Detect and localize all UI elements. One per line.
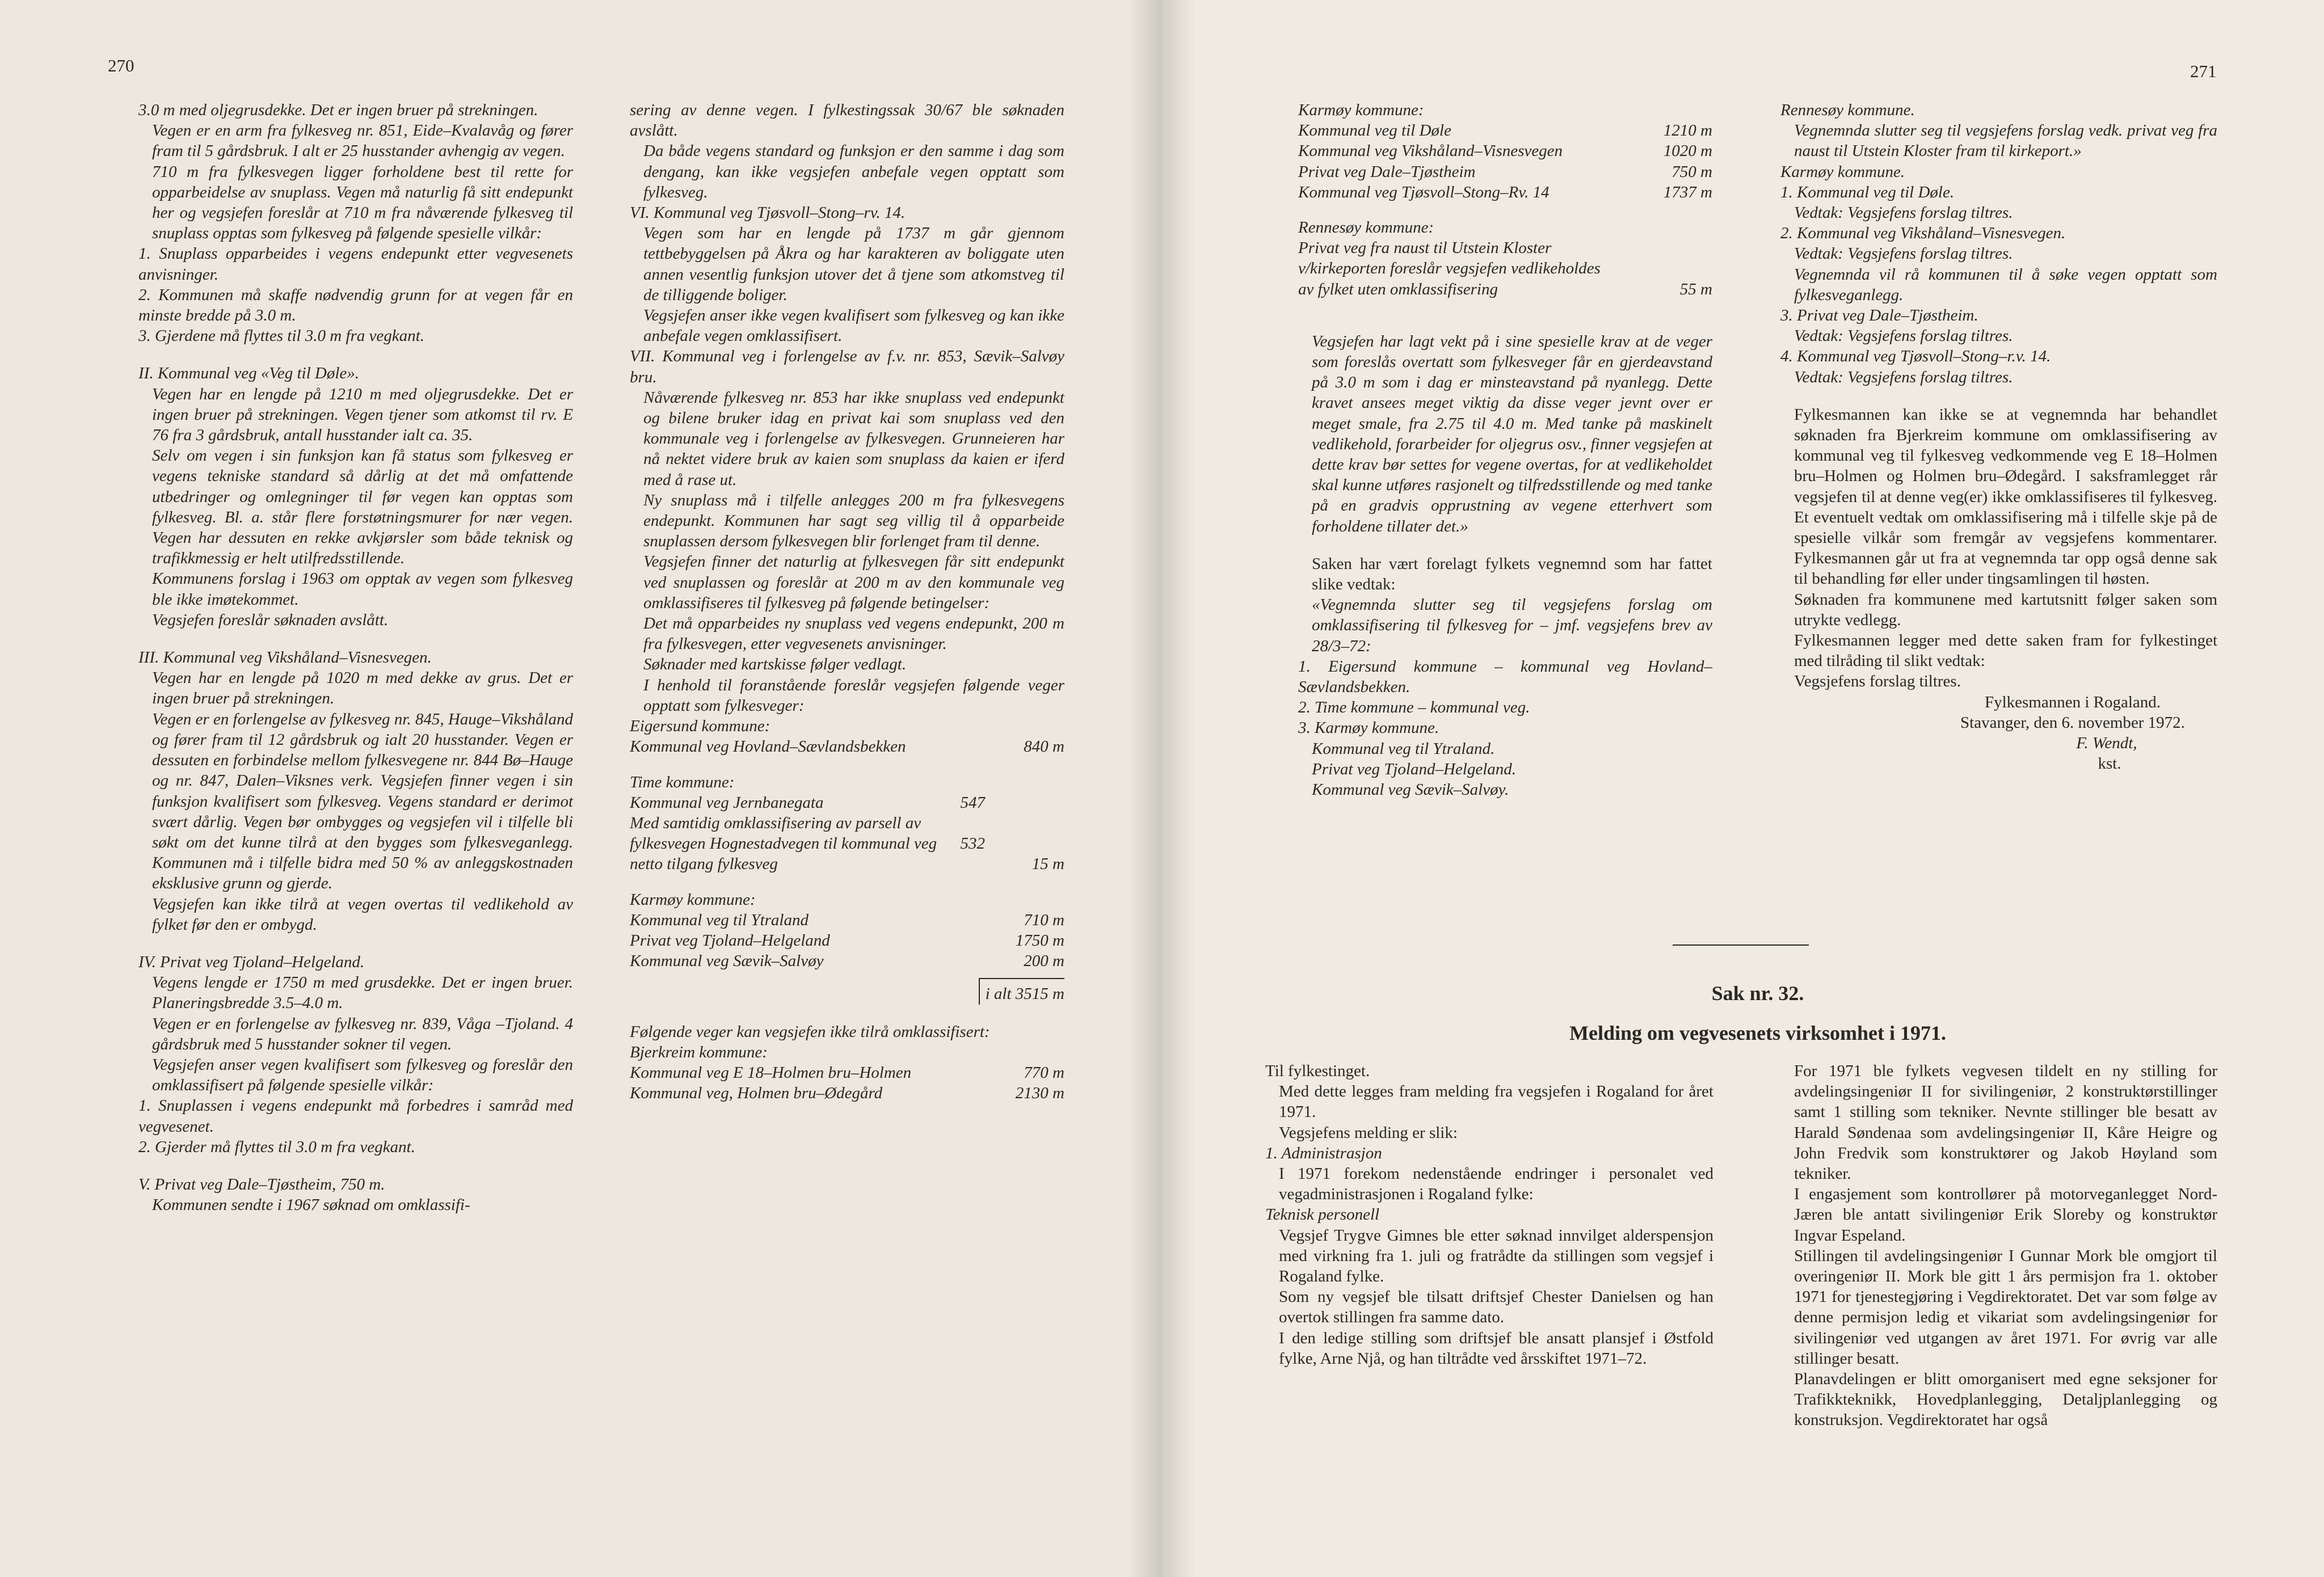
road-row: Privat veg Dale–Tjøstheim 750 m: [1298, 162, 1712, 181]
list-item: 3. Karmøy kommune.: [1298, 719, 1439, 737]
paragraph: Det må opparbeides ny snuplass ved vegens endepunkt, 200 m fra fylkesvegen, etter vegvesenets anvisninger.: [643, 614, 1064, 653]
section-heading: V. Privat veg Dale–Tjøstheim, 750 m.: [138, 1175, 385, 1194]
list-item: 2. Time kommune – kommunal veg.: [1298, 698, 1530, 717]
paragraph: Vegsjefen har lagt vekt på i sine spesielle krav at de veger som foreslås overtatt som fylkesveger får en gjerdeavstand på 3.0 m som i dag er minsteavstand på nyanlegg. Dette kravet ansees meget viktig da disse veger jevnt over er meget smale, fra 2.75 til 4.0 m. Med tanke på maskinelt vedlikehold, forarbeider for oljegrus osv., finner vegsjefen at dette krav bør settes for vegene overtas, for at vedlikeholdet skal kunne utføres rasjonelt og tilfredsstillende og med tanke på en gradvis opprustning av vegene etterhvert som forholdene tillater det.»: [1312, 332, 1712, 535]
paragraph: I engasjement som kontrollører på motorveganlegget Nord-Jæren ble antatt sivilingeniør Erik Sloreby og konstruktør Ingvar Espeland.: [1794, 1185, 2217, 1245]
right-page: [1162, 0, 2324, 1577]
road-row: netto tilgang fylkesveg 15 m: [630, 855, 1064, 874]
case-number: Sak nr. 32.: [1711, 982, 1804, 1005]
paragraph: Da både vegens standard og funksjon er den samme i dag som dengang, kan ikke vegsjefen anbefale vegen opptatt som fylkesveg.: [643, 142, 1064, 201]
paragraph: Fylkesmannen legger med dette saken fram for fylkestinget med tilråding til slikt vedtak:: [1794, 631, 2217, 671]
list-item: Privat veg Tjoland–Helgeland.: [1312, 760, 1517, 778]
right-column-1: [1298, 100, 1712, 800]
paragraph: Vegen som har en lengde på 1737 m går gjennom tettbebyggelsen på Åkra og har karakteren av boliggate uten annen vesentlig funksjon utover det å tjene som atkomstveg til de tilliggende boliger.: [643, 224, 1064, 304]
list-item: 2. Kommunal veg Vikshåland–Visnesvegen.: [1780, 224, 2066, 243]
road-row: Privat veg Tjoland–Helgeland 1750 m: [630, 931, 1064, 950]
report-column-1: [1265, 1061, 1713, 1369]
section-heading: IV. Privat veg Tjoland–Helgeland.: [138, 952, 365, 971]
paragraph: Vegen har en lengde på 1210 m med oljegrusdekke. Det er ingen bruer på strekningen. Vegen tjener som atkomst til rv. E 76 fra 3 gårdsbruk, antall husstander ialt ca. 35.: [152, 385, 573, 445]
list-item: 1. Eigersund kommune – kommunal veg Hovland–Sævlandsbekken.: [1298, 657, 1712, 697]
list-item: 1. Snuplassen i vegens endepunkt må forbedres i samråd med vegvesenet.: [138, 1097, 573, 1136]
paragraph: 3.0 m med oljegrusdekke. Det er ingen bruer på strekningen.: [138, 101, 538, 119]
paragraph: Vegsjefens forslag tiltres.: [1794, 672, 1961, 691]
page-number-left: 270: [108, 56, 134, 75]
municipality-heading: Bjerkreim kommune:: [630, 1043, 768, 1061]
municipality-heading: Karmøy kommune.: [1780, 162, 1905, 181]
paragraph: Vegsjefen anser ikke vegen kvalifisert som fylkesveg og kan ikke anbefale vegen omklassifisert.: [643, 306, 1064, 345]
section-heading: II. Kommunal veg «Veg til Døle».: [138, 364, 360, 383]
paragraph: Vegen er en forlengelse av fylkesveg nr. 845, Hauge–Vikshåland og fører fram til 12 gårdsbruk og ialt 20 husstander. Vegen er dessuten en forbindelse mellom fylkesvegene nr. 844 Bø–Hauge og nr. 847, Dalen–Viksnes verk. Vegsjefen finner vegen i sin funksjon kvalifisert som fylkesveg. Vegens standard er derimot svært dårlig. Vegen bør ombygges og vegsjefen vil i tilfelle bli søkt om det kunne tilrå at den bygges som fylkesveganlegg. Kommunen må i tilfelle bidra med 50 % av anleggskostnaden eksklusive grunn og gjerde.: [152, 710, 573, 893]
municipality-heading: Eigersund kommune:: [630, 717, 771, 736]
list-item: 3. Gjerdene må flyttes til 3.0 m fra vegkant.: [138, 327, 424, 345]
subsection-heading: Teknisk personell: [1265, 1205, 1380, 1224]
road-row: Med samtidig omklassifisering av parsell av fylkesvegen Hognestadvegen til kommunal veg 532: [630, 813, 985, 853]
subsection-heading: 1. Administrasjon: [1265, 1144, 1382, 1162]
paragraph: Stillingen til avdelingsingeniør I Gunnar Mork ble omgjort til overingeniør II. Mork ble gitt 1 års permisjon fra 1. oktober 1971 for tjenestegjøring i Vegdirektoratet. Det var som følge av denne permisjon ledig et vikariat som avdelingsingeniør for sivilingeniør ved utgangen av året 1971. For øvrig var alle stillinger besatt.: [1794, 1246, 2217, 1368]
paragraph: Vegen har en lengde på 1020 m med dekke av grus. Det er ingen bruer på strekningen.: [152, 669, 573, 708]
paragraph: Kommunens forslag i 1963 om opptak av vegen som fylkesveg ble ikke imøtekommet.: [152, 570, 573, 609]
page-gutter-shadow: [1162, 0, 1196, 1577]
road-row: Privat veg fra naust til Utstein Kloster v/kirkeporten foreslår vegsjefen vedlikeholdes av fylket uten omklassifisering 55 m: [1298, 239, 1712, 298]
list-item: Kommunal veg til Ytraland.: [1312, 739, 1495, 758]
list-item: Vedtak: Vegsjefens forslag tiltres.: [1794, 244, 2013, 263]
section-heading: III. Kommunal veg Vikshåland–Visnesvegen.: [138, 648, 432, 667]
paragraph: Vegnemnda slutter seg til vegsjefens forslag vedk. privat veg fra naust til Utstein Kloster fram til kirkeport.»: [1794, 121, 2217, 161]
road-row: Kommunal veg Tjøsvoll–Stong–Rv. 14 1737 m: [1298, 183, 1712, 201]
paragraph: Vegsjefen finner det naturlig at fylkesvegen får sitt endepunkt ved snuplassen og foreslår at 200 m av den kommunale veg omklassifiseres til fylkesveg på følgende betingelser:: [643, 553, 1064, 612]
list-item: Vedtak: Vegsjefens forslag tiltres.: [1794, 368, 2013, 386]
municipality-heading: Rennesøy kommune.: [1780, 101, 1915, 119]
paragraph: Vegens lengde er 1750 m med grusdekke. Det er ingen bruer. Planeringsbredde 3.5–4.0 m.: [152, 973, 573, 1013]
paragraph: Med dette legges fram melding fra vegsjefen i Rogaland for året 1971.: [1279, 1082, 1713, 1121]
paragraph: Kommunen sendte i 1967 søknad om omklassifi-: [152, 1196, 470, 1215]
paragraph: Vegsjefen kan ikke tilrå at vegen overtas til vedlikehold av fylket før den er ombygd.: [152, 895, 573, 934]
road-row: Kommunal veg til Ytraland 710 m: [630, 910, 1064, 929]
paragraph: Søknaden fra kommunene med kartutsnitt følger saken som utrykte vedlegg.: [1794, 590, 2217, 629]
paragraph: sering av denne vegen. I fylkestingssak 30/67 ble søknaden avslått.: [630, 101, 1064, 140]
page-number-right: 271: [2190, 61, 2217, 81]
road-row: Kommunal veg Hovland–Sævlandsbekken 840 m: [630, 737, 1064, 756]
list-item: 4. Kommunal veg Tjøsvoll–Stong–r.v. 14.: [1780, 347, 2051, 366]
paragraph: Vegsjefen anser vegen kvalifisert som fylkesveg og foreslår den omklassifisert på følgende spesielle vilkår:: [152, 1055, 573, 1095]
paragraph: Vegsjefens melding er slik:: [1279, 1123, 1458, 1142]
paragraph: I 1971 forekom nedenstående endringer i personalet ved vegadministrasjonen i Rogaland fylke:: [1279, 1165, 1713, 1204]
list-item: Vedtak: Vegsjefens forslag tiltres.: [1794, 204, 2013, 222]
paragraph: Saken har vært forelagt fylkets vegnemnd som har fattet slike vedtak:: [1312, 554, 1712, 594]
paragraph: Fylkesmannen kan ikke se at vegnemnda har behandlet søknaden fra Bjerkreim kommune om omklassifisering av kommunal veg til fylkesveg vedkommende veg E 18–Holmen bru–Holmen og Holmen bru–Ødegård. I saksframlegget rår vegsjefen til at denne veg(er) ikke omklassifiseres til fylkesveg. Et eventuelt vedtak om omklassifisering må i tilfelle skje på de spesielle vilkår som fremgår av vegsjefens kommentarer. Fylkesmannen går ut fra at vegnemnda tar opp også denne sak til behandling før eller under tingsamlingen til høsten.: [1794, 405, 2217, 588]
list-item: 3. Privat veg Dale–Tjøstheim.: [1780, 306, 1978, 325]
paragraph: Søknader med kartskisse følger vedlagt.: [643, 655, 907, 674]
paragraph: «Vegnemnda slutter seg til vegsjefens forslag om omklassifisering til fylkesveg for – jmf. vegsjefens brev av 28/3–72:: [1312, 596, 1712, 655]
municipality-heading: Time kommune:: [630, 773, 735, 791]
section-divider: [1673, 944, 1809, 946]
paragraph: Vegen er en forlengelse av fylkesveg nr. 839, Våga –Tjoland. 4 gårdsbruk med 5 husstander sokner til vegen.: [152, 1014, 573, 1053]
signature: Fylkesmannen i Rogaland. Stavanger, den 6. november 1972. F. Wendt, kst.: [1960, 693, 2185, 773]
paragraph: Vegsjef Trygve Gimnes ble etter søknad innvilget alderspensjon med virkning fra 1. juli og fratrådte da stillingen som vegsjef i Rogaland fylke.: [1279, 1226, 1713, 1286]
road-row: Kommunal veg E 18–Holmen bru–Holmen 770 m: [630, 1063, 1064, 1082]
section-heading: VII. Kommunal veg i forlengelse av f.v. nr. 853, Sævik–Salvøy bru.: [630, 347, 1064, 386]
road-row: Kommunal veg til Døle 1210 m: [1298, 121, 1712, 140]
case-title: Melding om vegvesenets virksomhet i 1971.: [1569, 1022, 1946, 1044]
municipality-heading: Karmøy kommune:: [1298, 101, 1424, 119]
road-row: Kommunal veg, Holmen bru–Ødegård 2130 m: [630, 1084, 1064, 1103]
page-gutter-shadow: [1128, 0, 1162, 1577]
road-row: Kommunal veg Jernbanegata 547: [630, 793, 985, 812]
list-item: 1. Kommunal veg til Døle.: [1780, 183, 1955, 201]
paragraph: I henhold til foranstående foreslår vegsjefen følgende veger opptatt som fylkesveger:: [643, 676, 1064, 715]
paragraph: Planavdelingen er blitt omorganisert med egne seksjoner for Trafikkteknikk, Hovedplanlegging, Detaljplanlegging og konstruksjon. Vegdirektoratet har også: [1794, 1370, 2217, 1430]
section-heading: VI. Kommunal veg Tjøsvoll–Stong–rv. 14.: [630, 204, 906, 222]
paragraph: Vegsjefen foreslår søknaden avslått.: [152, 610, 389, 629]
paragraph: I den ledige stilling som driftsjef ble ansatt plansjef i Østfold fylke, Arne Njå, og han tiltrådte ved årsskiftet 1971–72.: [1279, 1329, 1713, 1368]
paragraph: Til fylkestinget.: [1265, 1062, 1370, 1080]
paragraph: Nåværende fylkesveg nr. 853 har ikke snuplass ved endepunkt og bilene bruker idag en privat kai som snuplass ved den kommunale veg i forlengelse av fylkesvegen. Grunneieren har nå nektet videre bruk av kaien som snuplass da kaien er iferd med å rase ut.: [643, 388, 1064, 489]
right-column-2: [1780, 100, 2217, 774]
report-column-2: [1780, 1061, 2217, 1431]
left-column-1: [138, 100, 573, 1215]
paragraph: Som ny vegsjef ble tilsatt driftsjef Chester Danielsen og han overtok stillingen fra samme dato.: [1279, 1288, 1713, 1327]
municipality-heading: Karmøy kommune:: [630, 890, 756, 909]
paragraph: Vegen er en arm fra fylkesveg nr. 851, Eide–Kvalavåg og fører fram til 5 gårdsbruk. I alt er 25 husstander avhengig av vegen.: [152, 121, 573, 161]
paragraph: 710 m fra fylkesvegen ligger forholdene best til rette for opparbeidelse av snuplass. Vegen må naturlig få sitt endepunkt her og vegsjefen foreslår at 710 m fra nåværende fylkesveg til snuplass opptas som fylkesveg på følgende spesielle vilkår:: [152, 162, 573, 243]
list-item: 2. Gjerder må flyttes til 3.0 m fra vegkant.: [138, 1137, 415, 1156]
list-item: 1. Snuplass opparbeides i vegens endepunkt etter vegvesenets anvisninger.: [138, 244, 573, 284]
road-row: Kommunal veg Sævik–Salvøy 200 m: [630, 952, 1064, 971]
paragraph: Følgende veger kan vegsjefen ikke tilrå omklassifisert:: [630, 1022, 990, 1041]
road-row: Kommunal veg Vikshåland–Visnesvegen 1020 m: [1298, 142, 1712, 161]
list-item: Vedtak: Vegsjefens forslag tiltres.: [1794, 327, 2013, 345]
list-item: Vegnemnda vil rå kommunen til å søke vegen opptatt som fylkesveganlegg.: [1794, 265, 2217, 304]
paragraph: Selv om vegen i sin funksjon kan få status som fylkesveg er vegens tekniske standard så dårlig at det må omfattende utbedringer og omlegninger til før vegen kan opptas som fylkesveg. Bl. a. står flere forstøtningsmurer for nær vegen. Vegen har dessuten en rekke avkjørsler som både teknisk og trafikkmessig er helt utilfredsstillende.: [152, 446, 573, 568]
list-item: 2. Kommunen må skaffe nødvendig grunn for at vegen får en minste bredde på 3.0 m.: [138, 285, 573, 325]
paragraph: Ny snuplass må i tilfelle anlegges 200 m fra fylkesvegens endepunkt. Kommunen har sagt seg villig til å opparbeide snuplassen dersom fylkesvegen blir forlenget fram til denne.: [643, 491, 1064, 551]
left-column-2: [630, 100, 1064, 1103]
paragraph: For 1971 ble fylkets vegvesen tildelt en ny stilling for avdelingsingeniør II for sivilingeniør, 2 konstruktørstillinger samt 1 stilling som tekniker. Nevnte stillinger ble besatt av Harald Søndenaa som avdelingsingeniør II, Kåre Heigre og John Fredvik som konstruktører og Jakob Høyland som tekniker.: [1794, 1062, 2217, 1183]
total-row: i alt 3515 m: [630, 978, 1064, 1004]
municipality-heading: Rennesøy kommune:: [1298, 218, 1434, 237]
list-item: Kommunal veg Sævik–Salvøy.: [1312, 781, 1509, 799]
